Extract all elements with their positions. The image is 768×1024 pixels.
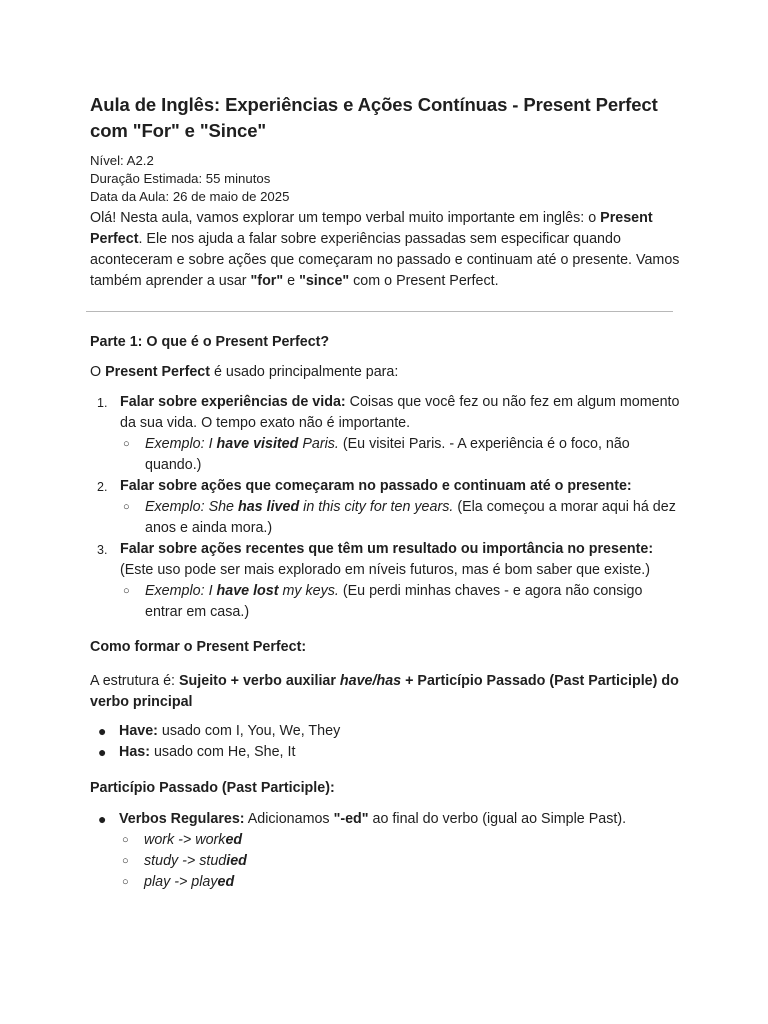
example-item: [120, 497, 680, 539]
list-number: 3.: [97, 543, 108, 557]
bullet-icon: ●: [98, 723, 107, 739]
verb-text: work -> work: [144, 832, 226, 848]
participle-bold: Verbos Regulares:: [119, 811, 245, 827]
page-title: Aula de Inglês: Experiências e Ações Contínuas - Present Perfect com "For" e "Since": [90, 94, 658, 141]
intro-bold-since: "since": [299, 273, 350, 289]
example-bold: has lived: [237, 499, 300, 515]
participle-item: [90, 809, 680, 893]
verb-text: play -> play: [144, 874, 218, 890]
usage-title: Falar sobre ações que começaram no passado e continuam até o presente:: [120, 478, 632, 494]
example-text: Exemplo: She: [145, 499, 238, 515]
circle-bullet-icon: ○: [123, 501, 130, 513]
lead-text: é usado principalmente para:: [210, 364, 399, 380]
auxiliary-list: [90, 721, 680, 763]
bullet-icon: ●: [98, 744, 107, 760]
usage-title: Falar sobre ações recentes que têm um resultado ou importância no presente:: [120, 541, 654, 557]
auxiliary-bold: Have:: [119, 723, 158, 739]
example-text: Paris.: [298, 436, 339, 452]
example-translation: (Ela começou a morar aqui há dez anos e ainda mora.): [145, 499, 676, 536]
form-heading: Como formar o Present Perfect:: [90, 639, 307, 655]
circle-bullet-icon: ○: [122, 834, 129, 846]
lesson-duration: Duração Estimada: 55 minutos: [90, 171, 271, 186]
document: [90, 92, 680, 893]
auxiliary-text: usado com He, She, It: [150, 744, 296, 760]
usage-text: Coisas que você fez ou não fez em algum momento da sua vida. O tempo exato não é importante.: [120, 394, 680, 431]
example-text: Exemplo: I: [145, 436, 217, 452]
example-text: Exemplo: I: [145, 583, 217, 599]
example-bold: have visited: [216, 436, 299, 452]
example-list: [120, 497, 680, 539]
participle-heading: Particípio Passado (Past Participle):: [90, 780, 335, 796]
usage-item: [90, 539, 680, 623]
circle-bullet-icon: ○: [122, 876, 129, 888]
lead-bold: Present Perfect: [105, 364, 210, 380]
verb-suffix: ied: [226, 853, 247, 869]
participle-bold-ed: "-ed": [333, 811, 369, 827]
form-text: A estrutura é:: [90, 673, 180, 689]
example-item: [120, 434, 680, 476]
intro-bold-for: "for": [250, 273, 284, 289]
lesson-date: Data da Aula: 26 de maio de 2025: [90, 189, 290, 204]
part1-heading: Parte 1: O que é o Present Perfect?: [90, 334, 330, 350]
example-list: [120, 434, 680, 476]
verb-example: [119, 830, 680, 851]
circle-bullet-icon: ○: [123, 438, 130, 450]
list-number: 1.: [97, 396, 108, 410]
lead-text: O: [90, 364, 106, 380]
example-list: [120, 581, 680, 623]
usage-text: (Este uso pode ser mais explorado em níveis futuros, mas é bom saber que existe.): [120, 562, 651, 578]
example-translation: (Eu perdi minhas chaves - e agora não consigo entrar em casa.): [145, 583, 643, 620]
verb-text: study -> stud: [144, 853, 227, 869]
participle-text: Adicionamos: [244, 811, 334, 827]
intro-text: com o Present Perfect.: [349, 273, 499, 289]
lesson-level: Nível: A2.2: [90, 153, 154, 168]
intro-paragraph: [90, 208, 680, 292]
usage-list: [90, 392, 680, 623]
participle-text: ao final do verbo (igual ao Simple Past).: [368, 811, 627, 827]
example-text: in this city for ten years.: [299, 499, 454, 515]
list-number: 2.: [97, 480, 108, 494]
auxiliary-item: [90, 721, 680, 742]
verb-suffix: ed: [225, 832, 243, 848]
example-text: my keys.: [278, 583, 339, 599]
form-bold: + Particípio Passado (Past Participle) do verbo principal: [90, 673, 679, 710]
participle-list: [90, 809, 680, 893]
example-translation: (Eu visitei Paris. - A experiência é o foco, não quando.): [145, 436, 630, 473]
form-bold-italic: have/has: [339, 673, 402, 689]
section-divider: [86, 311, 673, 312]
part1-lead: [90, 362, 680, 383]
usage-item: [90, 476, 680, 539]
verb-example: [119, 851, 680, 872]
auxiliary-bold: Has:: [119, 744, 150, 760]
intro-text: . Ele nos ajuda a falar sobre experiências passadas sem especificar quando aconteceram e sobre ações que começaram no passado e continuam até o presente. Vamos também aprender a usar: [90, 231, 680, 289]
intro-text: e: [283, 273, 300, 289]
usage-item: [90, 392, 680, 476]
auxiliary-item: [90, 742, 680, 763]
form-structure: [90, 671, 680, 713]
usage-title: Falar sobre experiências de vida:: [120, 394, 346, 410]
circle-bullet-icon: ○: [122, 855, 129, 867]
verb-suffix: ed: [217, 874, 235, 890]
example-item: [120, 581, 680, 623]
auxiliary-text: usado com I, You, We, They: [157, 723, 341, 739]
intro-bold: Present Perfect: [90, 210, 653, 247]
verb-example: [119, 872, 680, 893]
verb-example-list: [119, 830, 680, 893]
intro-text: Olá! Nesta aula, vamos explorar um tempo verbal muito importante em inglês: o: [90, 210, 601, 226]
form-bold: Sujeito + verbo auxiliar: [179, 673, 340, 689]
bullet-icon: ●: [98, 811, 107, 827]
circle-bullet-icon: ○: [123, 585, 130, 597]
example-bold: have lost: [216, 583, 279, 599]
